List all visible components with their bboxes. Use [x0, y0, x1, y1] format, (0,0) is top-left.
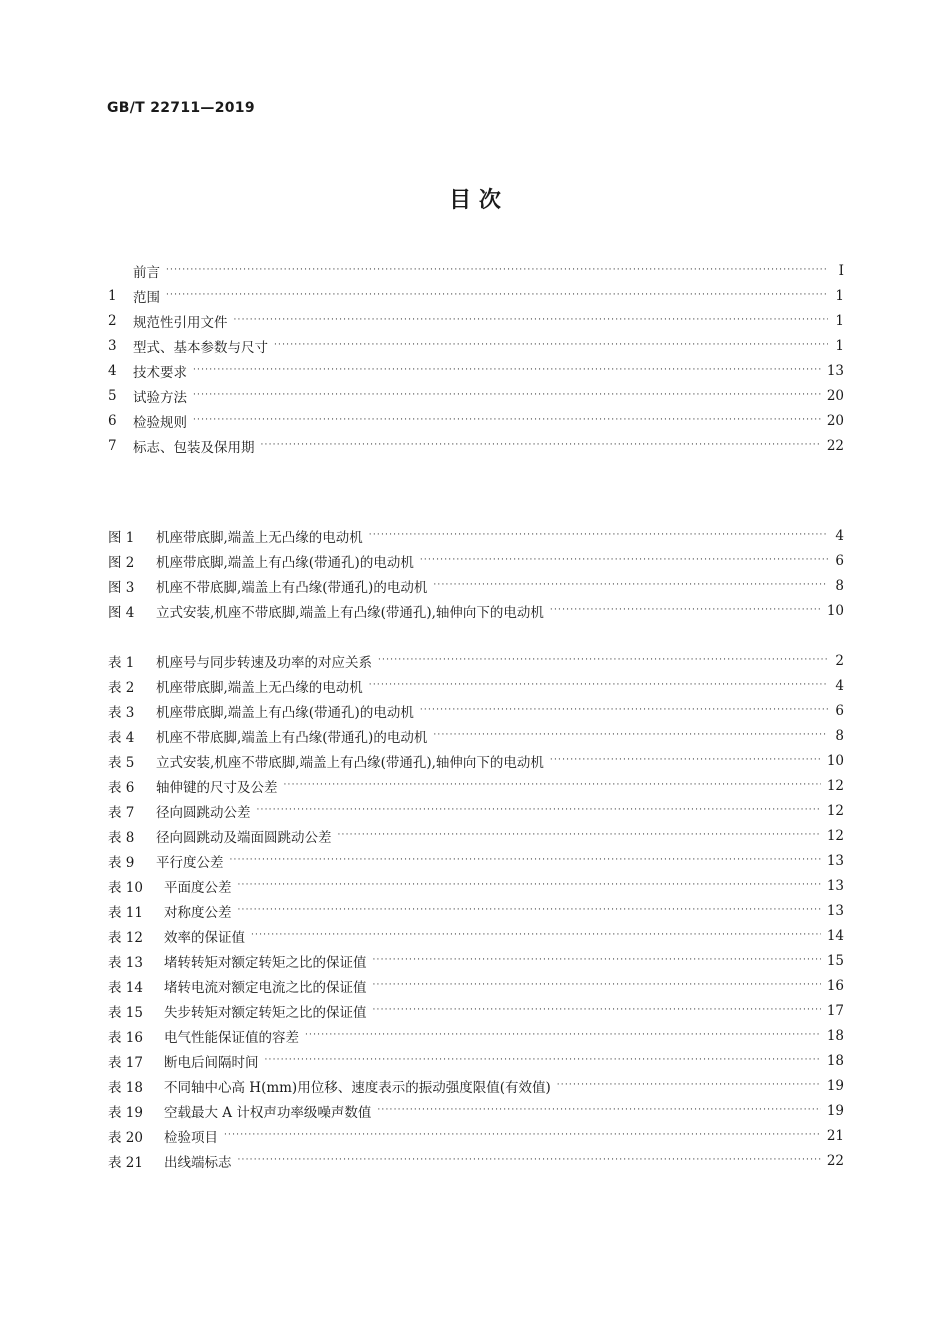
toc-entry-page: 19: [826, 1077, 844, 1094]
toc-entry-number: 表 14: [108, 979, 143, 996]
dot-leader: [557, 1073, 821, 1098]
toc-chapter-row[interactable]: [108, 408, 844, 433]
toc-entry-page: 13: [826, 852, 844, 869]
dot-leader: [238, 1148, 821, 1173]
toc-entry-number: 表 11: [108, 904, 143, 921]
toc-table-row[interactable]: [108, 748, 844, 773]
dot-leader: [224, 1123, 821, 1148]
toc-chapter-row[interactable]: [108, 308, 844, 333]
dot-leader: [420, 548, 828, 573]
dot-leader: [305, 1023, 821, 1048]
page-title: 目 次: [449, 188, 501, 213]
toc-entry-number: 图 3: [108, 579, 135, 596]
toc-entry-title: 前言: [133, 264, 160, 281]
dot-leader: [373, 998, 821, 1023]
toc-entry-page: 22: [826, 1152, 844, 1169]
toc-entry-title: 堵转转矩对额定转矩之比的保证值: [164, 954, 367, 971]
dot-leader: [550, 748, 821, 773]
dot-leader: [338, 823, 821, 848]
dot-leader: [265, 1048, 821, 1073]
toc-entry-page: 2: [835, 652, 844, 669]
dot-leader: [433, 723, 828, 748]
toc-entry-number: 图 1: [108, 529, 135, 546]
toc-entry-page: 1: [835, 287, 844, 304]
dot-leader: [193, 383, 821, 408]
toc-tables: [108, 648, 844, 1173]
toc-entry-page: 14: [826, 927, 844, 944]
standard-code: GB/T 22711—2019: [107, 100, 255, 116]
toc-entry-number: 表 2: [108, 679, 135, 696]
toc-entry-page: 21: [826, 1127, 844, 1144]
toc-entry-number: 表 18: [108, 1079, 143, 1096]
toc-entry-title: 型式、基本参数与尺寸: [133, 339, 268, 356]
dot-leader: [238, 873, 821, 898]
toc-entry-number: 表 19: [108, 1104, 143, 1121]
dot-leader: [373, 973, 821, 998]
toc-entry-number: 表 6: [108, 779, 135, 796]
toc-entry-number: 表 13: [108, 954, 143, 971]
toc-table-row[interactable]: [108, 973, 844, 998]
toc-table-row[interactable]: [108, 948, 844, 973]
toc-entry-title: 对称度公差: [164, 904, 232, 921]
toc-entry-title: 机座带底脚,端盖上无凸缘的电动机: [156, 529, 363, 546]
toc-figure-row[interactable]: [108, 573, 844, 598]
toc-entry-number: 表 10: [108, 879, 143, 896]
toc-table-row[interactable]: [108, 923, 844, 948]
toc-chapter-row[interactable]: [108, 258, 844, 283]
toc-entry-number: 表 4: [108, 729, 135, 746]
toc-entry-number: 表 7: [108, 804, 135, 821]
toc-entry-title: 试验方法: [133, 389, 187, 406]
toc-chapter-row[interactable]: [108, 433, 844, 458]
toc-entry-page: 22: [826, 437, 844, 454]
toc-table-row[interactable]: [108, 823, 844, 848]
toc-table-row[interactable]: [108, 1023, 844, 1048]
toc-entry-title: 不同轴中心高 H(mm)用位移、速度表示的振动强度限值(有效值): [164, 1079, 551, 1096]
dot-leader: [369, 523, 828, 548]
toc-chapter-row[interactable]: [108, 333, 844, 358]
dot-leader: [369, 673, 828, 698]
toc-chapter-row[interactable]: [108, 358, 844, 383]
toc-entry-page: 13: [826, 902, 844, 919]
toc-table-row[interactable]: [108, 998, 844, 1023]
toc-entry-number: 表 9: [108, 854, 135, 871]
toc-entry-page: 15: [826, 952, 844, 969]
toc-entry-title: 电气性能保证值的容差: [164, 1029, 299, 1046]
toc-entry-number: 表 1: [108, 654, 135, 671]
toc-entry-title: 轴伸键的尺寸及公差: [156, 779, 278, 796]
toc-entry-title: 技术要求: [133, 364, 187, 381]
toc-entry-number: 4: [108, 362, 117, 379]
dot-leader: [238, 898, 821, 923]
toc-entry-title: 范围: [133, 289, 160, 306]
dot-leader: [274, 333, 828, 358]
toc-entry-title: 规范性引用文件: [133, 314, 228, 331]
toc-chapters: [108, 258, 844, 458]
toc-entry-title: 机座号与同步转速及功率的对应关系: [156, 654, 372, 671]
toc-entry-page: 20: [826, 387, 844, 404]
dot-leader: [378, 648, 828, 673]
toc-entry-title: 立式安装,机座不带底脚,端盖上有凸缘(带通孔),轴伸向下的电动机: [156, 754, 544, 771]
toc-entry-number: 7: [108, 437, 117, 454]
toc-entry-number: 图 2: [108, 554, 135, 571]
dot-leader: [234, 308, 829, 333]
dot-leader: [373, 948, 821, 973]
toc-entry-title: 平面度公差: [164, 879, 232, 896]
toc-chapter-row[interactable]: [108, 383, 844, 408]
toc-entry-title: 机座带底脚,端盖上有凸缘(带通孔)的电动机: [156, 554, 414, 571]
toc-entry-title: 堵转电流对额定电流之比的保证值: [164, 979, 367, 996]
toc-entry-page: 13: [826, 877, 844, 894]
toc-entry-number: 表 8: [108, 829, 135, 846]
toc-entry-page: 18: [826, 1052, 844, 1069]
toc-figure-row[interactable]: [108, 598, 844, 623]
toc-entry-number: 表 15: [108, 1004, 143, 1021]
toc-figures: [108, 523, 844, 623]
dot-leader: [261, 433, 821, 458]
toc-entry-page: 16: [826, 977, 844, 994]
toc-table-row[interactable]: [108, 723, 844, 748]
toc-entry-number: 图 4: [108, 604, 135, 621]
toc-table-row[interactable]: [108, 1123, 844, 1148]
toc-entry-number: 表 16: [108, 1029, 143, 1046]
dot-leader: [193, 408, 821, 433]
toc-entry-title: 断电后间隔时间: [164, 1054, 259, 1071]
toc-table-row[interactable]: [108, 898, 844, 923]
toc-entry-number: 5: [108, 387, 117, 404]
toc-chapter-row[interactable]: [108, 283, 844, 308]
dot-leader: [433, 573, 828, 598]
toc-entry-page: 6: [835, 552, 844, 569]
toc-entry-title: 标志、包装及保用期: [133, 439, 255, 456]
toc-entry-title: 机座不带底脚,端盖上有凸缘(带通孔)的电动机: [156, 729, 428, 746]
toc-table-row[interactable]: [108, 1148, 844, 1173]
toc-entry-page: Ⅰ: [838, 262, 844, 279]
toc-entry-number: 表 3: [108, 704, 135, 721]
dot-leader: [251, 923, 821, 948]
dot-leader: [257, 798, 821, 823]
toc-entry-page: 12: [826, 777, 844, 794]
toc-table-row[interactable]: [108, 1048, 844, 1073]
toc-entry-number: 3: [108, 337, 117, 354]
toc-entry-title: 径向圆跳动及端面圆跳动公差: [156, 829, 332, 846]
toc-entry-title: 空载最大 A 计权声功率级噪声数值: [164, 1104, 372, 1121]
toc-entry-number: 表 21: [108, 1154, 143, 1171]
dot-leader: [166, 283, 828, 308]
toc-entry-page: 1: [835, 337, 844, 354]
toc-entry-number: 表 20: [108, 1129, 143, 1146]
toc-table-row[interactable]: [108, 773, 844, 798]
toc-entry-title: 径向圆跳动公差: [156, 804, 251, 821]
toc-entry-page: 12: [826, 802, 844, 819]
toc-entry-number: 表 17: [108, 1054, 143, 1071]
toc-entry-number: 表 12: [108, 929, 143, 946]
toc-table-row[interactable]: [108, 1073, 844, 1098]
toc-entry-page: 6: [835, 702, 844, 719]
toc-table-row[interactable]: [108, 648, 844, 673]
toc-entry-title: 机座不带底脚,端盖上有凸缘(带通孔)的电动机: [156, 579, 428, 596]
dot-leader: [230, 848, 821, 873]
toc-entry-page: 10: [826, 602, 844, 619]
toc-entry-number: 表 5: [108, 754, 135, 771]
toc-entry-page: 8: [835, 577, 844, 594]
toc-entry-page: 12: [826, 827, 844, 844]
toc-entry-page: 4: [835, 527, 844, 544]
toc-table-row[interactable]: [108, 848, 844, 873]
toc-entry-page: 20: [826, 412, 844, 429]
toc-table-row[interactable]: [108, 673, 844, 698]
dot-leader: [284, 773, 821, 798]
toc-table-row[interactable]: [108, 1098, 844, 1123]
toc-table-row[interactable]: [108, 873, 844, 898]
toc-entry-page: 8: [835, 727, 844, 744]
toc-table-row[interactable]: [108, 698, 844, 723]
toc-entry-page: 17: [826, 1002, 844, 1019]
toc-figure-row[interactable]: [108, 548, 844, 573]
toc-entry-page: 13: [826, 362, 844, 379]
toc-entry-title: 机座带底脚,端盖上有凸缘(带通孔)的电动机: [156, 704, 414, 721]
toc-entry-title: 机座带底脚,端盖上无凸缘的电动机: [156, 679, 363, 696]
toc-entry-title: 检验项目: [164, 1129, 218, 1146]
toc-entry-page: 18: [826, 1027, 844, 1044]
dot-leader: [166, 258, 828, 283]
toc-entry-title: 平行度公差: [156, 854, 224, 871]
toc-entry-number: 2: [108, 312, 117, 329]
dot-leader: [550, 598, 821, 623]
toc-entry-title: 检验规则: [133, 414, 187, 431]
dot-leader: [377, 1098, 820, 1123]
toc-entry-title: 立式安装,机座不带底脚,端盖上有凸缘(带通孔),轴伸向下的电动机: [156, 604, 544, 621]
toc-entry-page: 1: [835, 312, 844, 329]
toc-entry-title: 出线端标志: [164, 1154, 232, 1171]
dot-leader: [193, 358, 821, 383]
toc-entry-page: 4: [835, 677, 844, 694]
toc-entry-number: 6: [108, 412, 117, 429]
toc-entry-page: 19: [826, 1102, 844, 1119]
toc-entry-page: 10: [826, 752, 844, 769]
toc-figure-row[interactable]: [108, 523, 844, 548]
toc-entry-number: 1: [108, 287, 117, 304]
toc-entry-title: 失步转矩对额定转矩之比的保证值: [164, 1004, 367, 1021]
toc-table-row[interactable]: [108, 798, 844, 823]
dot-leader: [420, 698, 828, 723]
toc-entry-title: 效率的保证值: [164, 929, 245, 946]
